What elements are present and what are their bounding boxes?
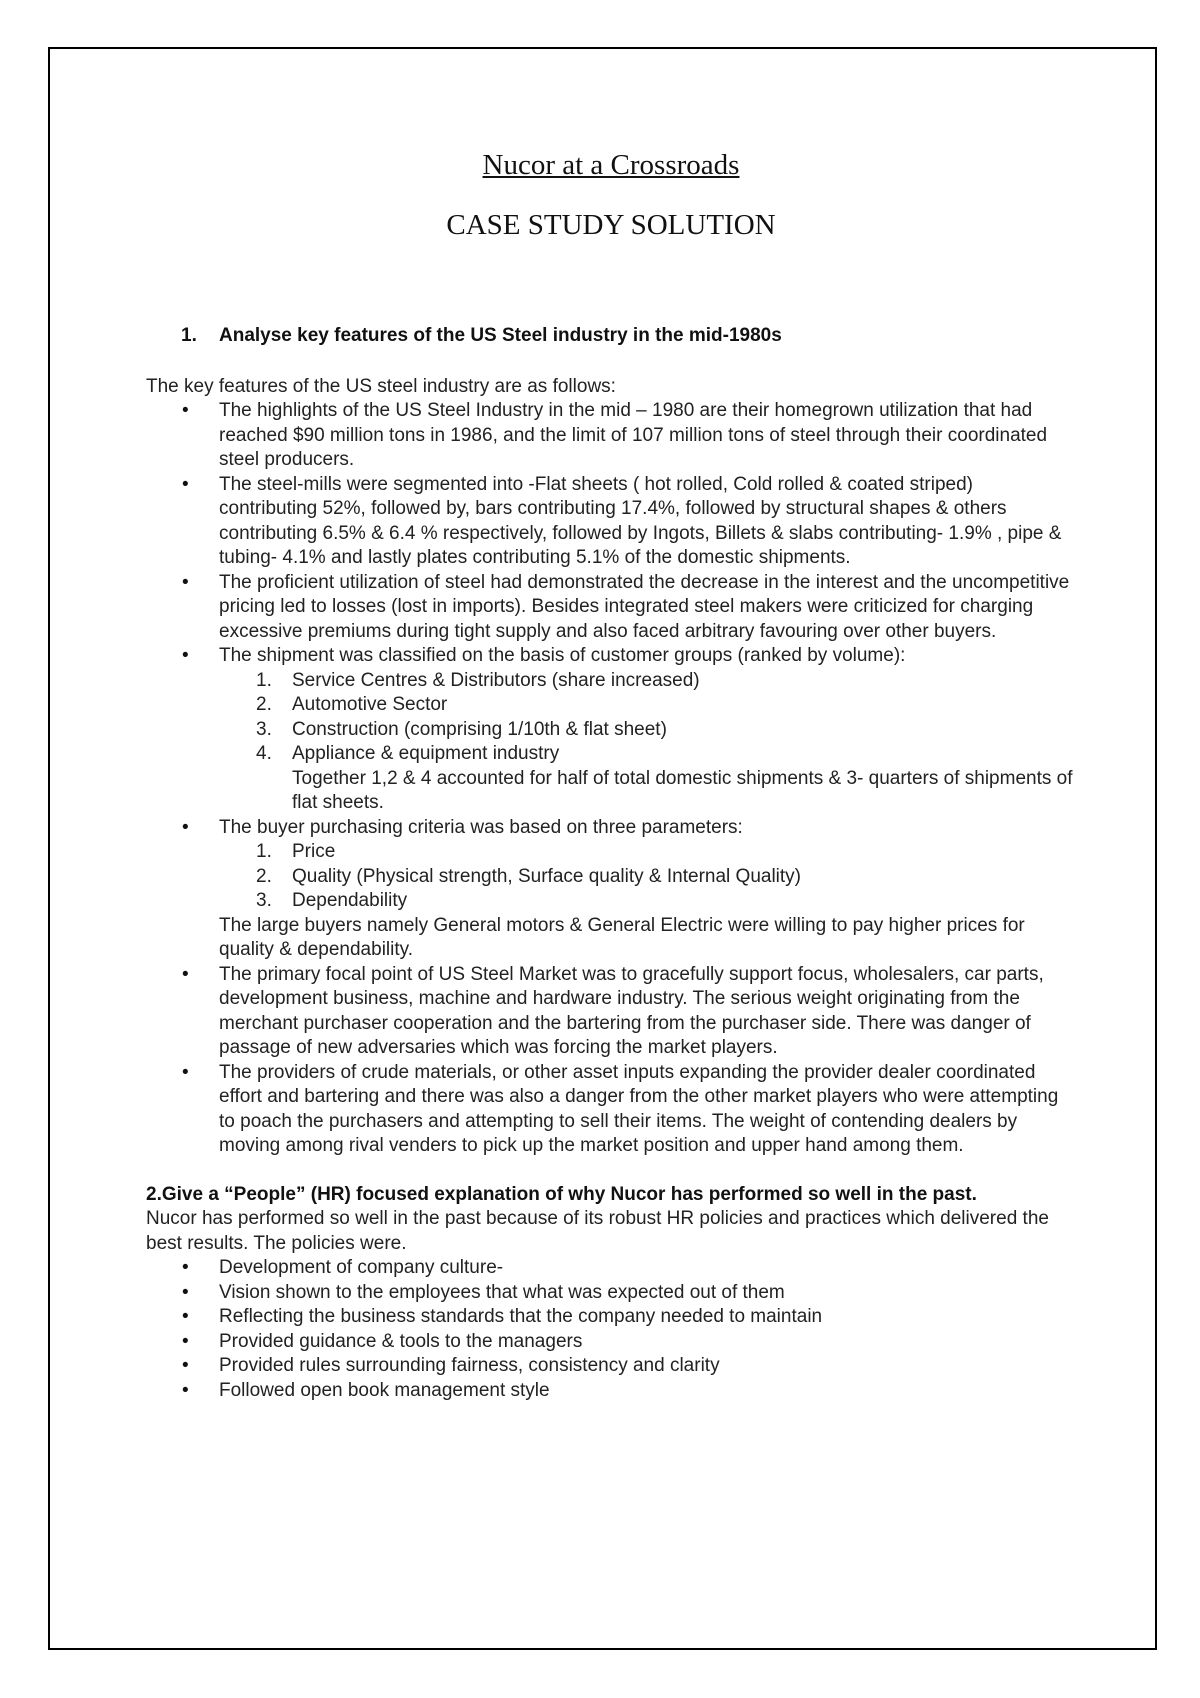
bullet-item — [146, 1281, 1076, 1306]
purchasing-criteria-note: The large buyers namely General motors & General Electric were willing to pay higher prices for quality & dependability. — [219, 914, 1025, 960]
numbered-item — [219, 693, 1076, 718]
bullet-text: The steel-mills were segmented into -Flat sheets ( hot rolled, Cold rolled & coated striped) contributing 52%, followed by, bars contributing 17.4%, followed by structural shapes & others contributing 6.5% & 6.4 % respectively, followed by Ingots, Billets & slabs contributing- 1.9% , pipe & tubing- 4.1% and lastly plates contributing 5.1% of the domestic shipments. — [219, 473, 1062, 568]
numbered-item — [219, 742, 1076, 767]
item-text: Service Centres & Distributors (share increased) — [292, 669, 700, 691]
document-title: Nucor at a Crossroads — [482, 149, 740, 181]
customer-groups-note: Together 1,2 & 4 accounted for half of total domestic shipments & 3- quarters of shipments of flat sheets. — [292, 767, 1073, 813]
document-body — [146, 140, 1076, 1403]
item-text: Quality (Physical strength, Surface quality & Internal Quality) — [292, 865, 802, 887]
bullet-text: The buyer purchasing criteria was based on three parameters: — [219, 816, 743, 838]
bullet-text: The proficient utilization of steel had demonstrated the decrease in the interest and the uncompetitive pricing led to losses (lost in imports). Besides integrated steel makers were criticized for charging excessive premiums during tight supply and also faced arbitrary favouring over other buyers. — [219, 571, 1070, 642]
item-number: 2. — [256, 865, 272, 887]
item-number: 1. — [256, 841, 272, 862]
bullet-text: The providers of crude materials, or other asset inputs expanding the provider dealer coordinated effort and bartering and there was also a danger from the other market players who were attempting to poach the purchasers and attempting to sell their items. The weight of contending dealers by moving among rival venders to pick up the market position and upper hand among them. — [219, 1061, 1059, 1156]
bullet-text: Provided guidance & tools to the managers — [219, 1330, 583, 1352]
question-2-lead: Nucor has performed so well in the past because of its robust HR policies and practices which delivered the best results. The policies were. — [146, 1208, 1049, 1254]
item-text: Automotive Sector — [292, 694, 448, 715]
bullet-item — [146, 1330, 1076, 1355]
item-text: Dependability — [292, 890, 408, 911]
bullet-item — [146, 963, 1076, 1061]
bullet-item — [146, 399, 1076, 473]
bullet-item — [146, 644, 1076, 816]
purchasing-criteria-list — [219, 840, 1076, 914]
bullet-text: Vision shown to the employees that what was expected out of them — [219, 1281, 785, 1303]
item-text: Price — [292, 841, 336, 862]
item-text: Construction (comprising 1/10th & flat sheet) — [292, 718, 667, 740]
item-number: 3. — [256, 890, 272, 911]
question-1-title: Analyse key features of the US Steel industry in the mid-1980s — [219, 325, 782, 346]
bullet-item — [146, 816, 1076, 963]
bullet-item — [146, 1354, 1076, 1379]
customer-groups-list — [219, 669, 1076, 767]
numbered-item — [219, 865, 1076, 890]
numbered-item — [219, 889, 1076, 914]
question-1-bullet-list — [146, 399, 1076, 1159]
item-number: 1. — [256, 669, 272, 691]
bullet-text: Provided rules surrounding fairness, consistency and clarity — [219, 1355, 720, 1376]
document-subtitle: CASE STUDY SOLUTION — [446, 209, 776, 241]
question-2-bullet-list — [146, 1256, 1076, 1403]
bullet-item — [146, 1061, 1076, 1159]
question-1-heading — [181, 324, 1076, 349]
item-text: Appliance & equipment industry — [292, 743, 560, 764]
bullet-text: Reflecting the business standards that the company needed to maintain — [219, 1306, 823, 1327]
bullet-item — [146, 1305, 1076, 1330]
bullet-text: The highlights of the US Steel Industry in the mid – 1980 are their homegrown utilization that had reached $90 million tons in 1986, and the limit of 107 million tons of steel through their coordinated steel producers. — [219, 400, 1048, 470]
item-number: 4. — [256, 743, 272, 764]
question-1-lead: The key features of the US steel industry are as follows: — [146, 375, 616, 397]
question-1-number: 1. — [181, 325, 197, 346]
numbered-item — [219, 718, 1076, 743]
numbered-item — [219, 669, 1076, 694]
question-2-heading: 2.Give a “People” (HR) focused explanation of why Nucor has performed so well in the past. — [146, 1183, 977, 1205]
bullet-text: Followed open book management style — [219, 1379, 550, 1401]
bullet-item — [146, 473, 1076, 571]
bullet-text: The primary focal point of US Steel Market was to gracefully support focus, wholesalers, car parts, development business, machine and hardware industry. The serious weight originating from the merchant purchaser cooperation and the bartering from the purchaser side. There was danger of passage of new adversaries which was forcing the market players. — [219, 963, 1044, 1058]
numbered-item — [219, 840, 1076, 865]
item-number: 2. — [256, 694, 272, 715]
bullet-text: The shipment was classified on the basis of customer groups (ranked by volume): — [219, 645, 906, 666]
bullet-item — [146, 1256, 1076, 1281]
item-number: 3. — [256, 718, 272, 740]
bullet-text: Development of company culture- — [219, 1257, 504, 1278]
bullet-item — [146, 1379, 1076, 1404]
bullet-item — [146, 571, 1076, 645]
